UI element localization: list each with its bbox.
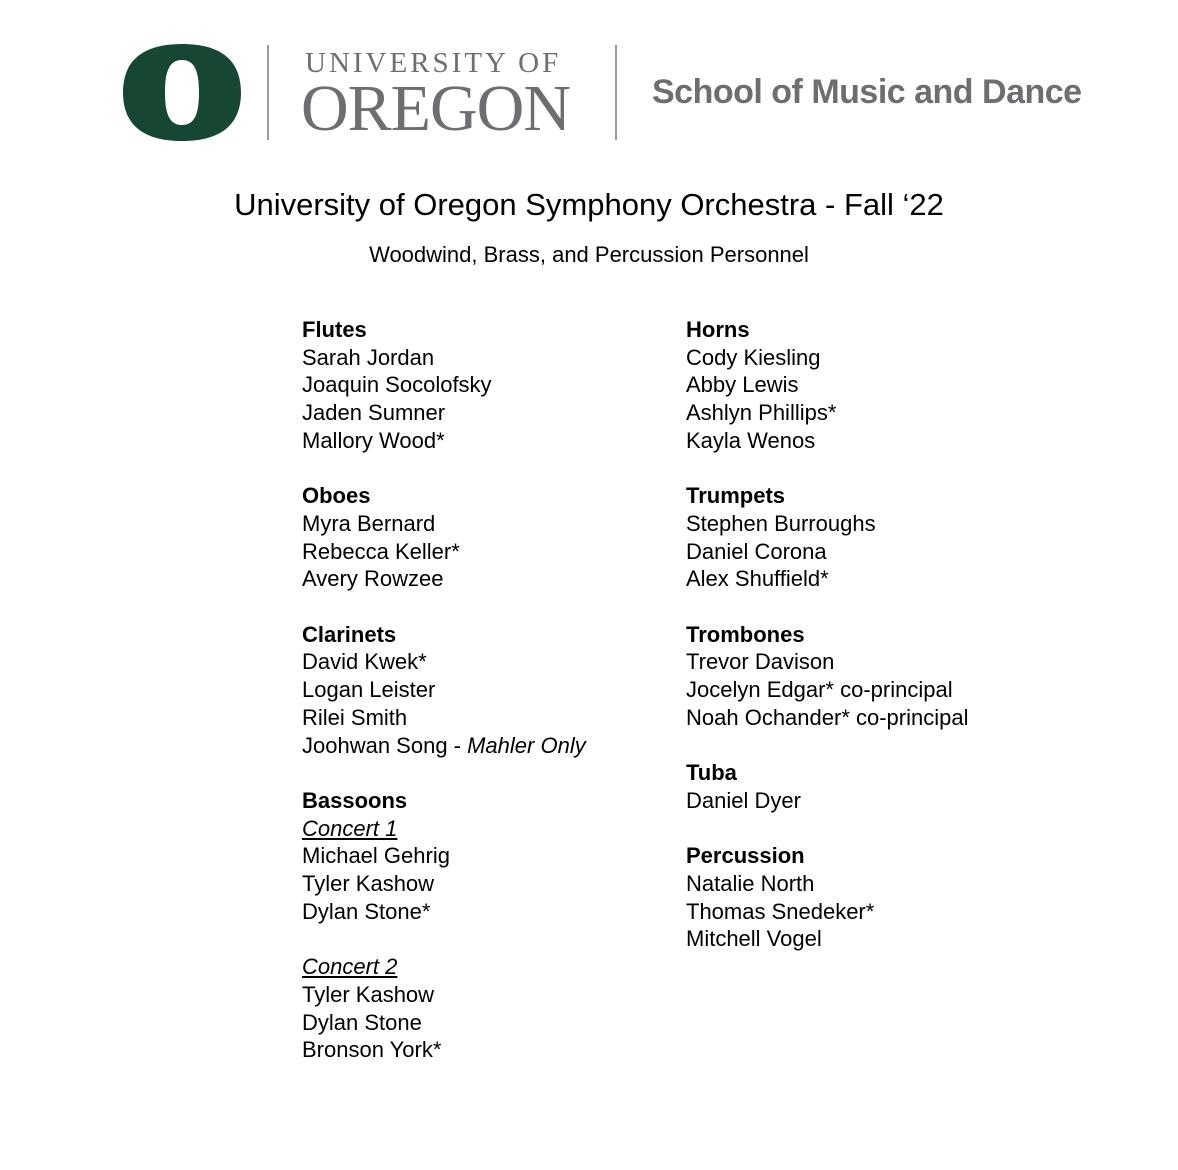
member: Daniel Dyer [686, 787, 801, 813]
section-oboes [302, 482, 642, 593]
section-title: Horns [686, 317, 750, 342]
member: Joohwan Song - [302, 732, 468, 758]
member: Avery Rowzee [302, 566, 444, 592]
member: Tyler Kashow [302, 981, 435, 1007]
section-title: Trombones [686, 621, 805, 647]
member: Mallory Wood* [302, 427, 445, 453]
section-title: Bassoons [302, 787, 408, 813]
member: Tyler Kashow [302, 871, 435, 897]
member: Abby Lewis [686, 372, 799, 398]
section-bassoons-concert-2 [302, 953, 642, 1064]
concert-label: Concert 2 [302, 954, 398, 980]
member: Kayla Wenos [686, 427, 816, 453]
member: Mitchell Vogel [686, 926, 822, 952]
member: Joaquin Socolofsky [302, 372, 492, 398]
member: Michael Gehrig [302, 843, 450, 869]
member: Myra Bernard [302, 510, 436, 536]
member: Bronson York* [302, 1037, 442, 1063]
member: Daniel Corona [686, 538, 827, 564]
logo-divider [267, 45, 269, 140]
member: Cody Kiesling [686, 344, 821, 370]
section-bassoons [302, 787, 642, 926]
page-title: University of Oregon Symphony Orchestra - Fall ‘22 [234, 187, 944, 222]
member: Jocelyn Edgar* co-principal [686, 677, 953, 703]
section-title: Oboes [302, 483, 371, 509]
member: Jaden Sumner [302, 400, 446, 426]
member: Logan Leister [302, 677, 436, 703]
member-note: Mahler Only [467, 732, 586, 758]
section-title: Trumpets [686, 483, 786, 509]
member: Alex Shuffield* [686, 566, 829, 592]
section-clarinets [302, 621, 642, 760]
section-title: Tuba [686, 760, 737, 786]
section-flutes [302, 316, 642, 455]
member: Sarah Jordan [302, 344, 435, 370]
section-tuba [686, 759, 1056, 814]
logo-university-of: UNIVERSITY OF [305, 47, 562, 79]
section-trombones [686, 621, 1056, 732]
section-percussion [686, 842, 1056, 953]
oregon-o-logo [123, 44, 241, 141]
section-horns [686, 316, 1056, 455]
logo-oregon-wordmark: OREGON [301, 72, 570, 145]
member-with-note [302, 732, 642, 760]
right-column [686, 316, 1056, 981]
member: Trevor Davison [686, 649, 835, 675]
member: Rebecca Keller* [302, 538, 460, 564]
member: Stephen Burroughs [686, 510, 876, 536]
page-subtitle: Woodwind, Brass, and Percussion Personnel [369, 242, 809, 267]
section-title: Flutes [302, 317, 367, 342]
logo-divider [615, 45, 617, 140]
concert-label: Concert 1 [302, 815, 398, 841]
left-column [302, 316, 642, 1092]
member: David Kwek* [302, 649, 427, 675]
member: Dylan Stone* [302, 898, 431, 924]
member: Noah Ochander* co-principal [686, 704, 969, 730]
member: Ashlyn Phillips* [686, 400, 837, 426]
member: Rilei Smith [302, 704, 408, 730]
member: Dylan Stone [302, 1009, 422, 1035]
section-title: Clarinets [302, 621, 397, 647]
school-name: School of Music and Dance [652, 73, 1082, 111]
o-logo-icon [123, 44, 241, 141]
member: Natalie North [686, 871, 815, 896]
section-trumpets [686, 482, 1056, 593]
member: Thomas Snedeker* [686, 898, 875, 924]
section-title: Percussion [686, 843, 805, 869]
